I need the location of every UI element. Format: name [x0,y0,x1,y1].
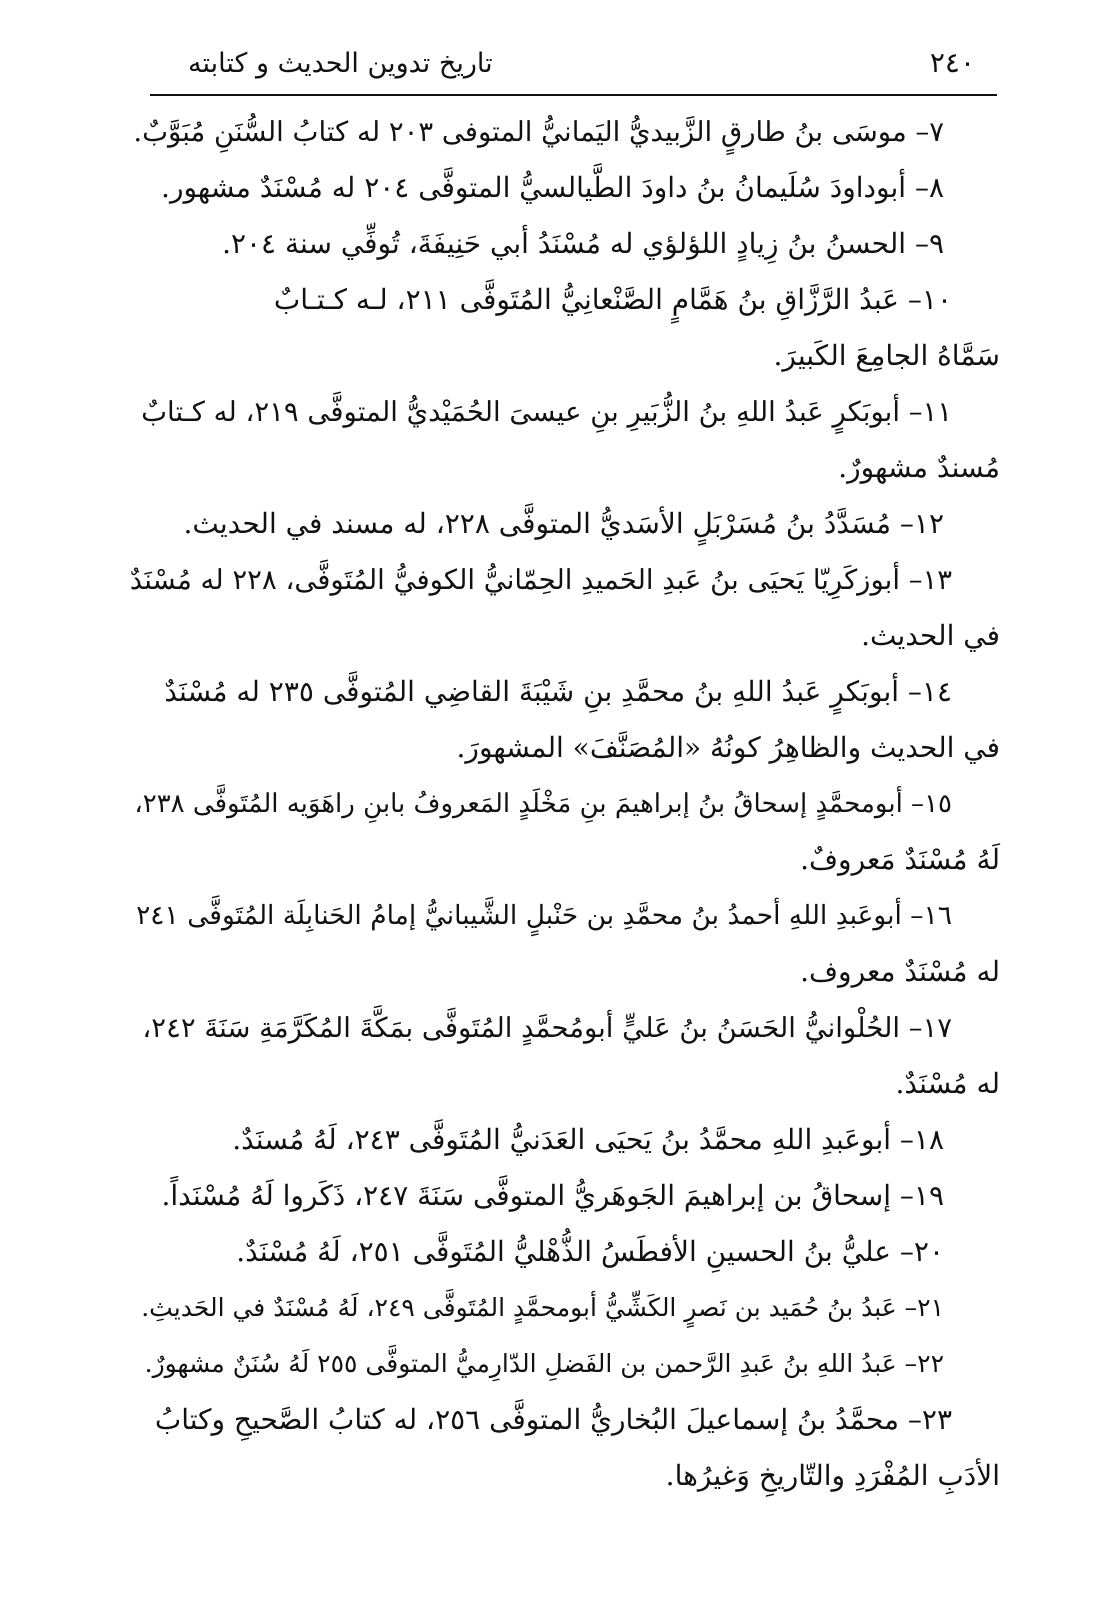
list-item [130,1392,1000,1504]
entry-continuation: له مُسْنَدٌ معروف. [800,955,1000,988]
list-item [130,384,1000,496]
list-item [130,160,1000,216]
entry-text: ١٣– أبوزكَرِيّا يَحيَى بنُ عَبدِ الحَميدِ الحِمّانيُّ الكوفيُّ المُتَوفَّى، ٢٢٨ له مُسْنَدٌ [129,564,952,596]
entry-continuation: لَهُ مُسْنَدٌ مَعروفٌ. [800,843,1000,876]
entry-text: ٢٠– عليُّ بنُ الحسينِ الأفطَسُ الذُّهْليُّ المُتَوفَّى ٢٥١، لَهُ مُسْنَدٌ. [236,1235,944,1268]
running-title: تاريخ تدوين الحديث و كتابته [188,48,493,79]
running-header [150,44,997,96]
entry-text: ١٦– أبوعَبدِ اللهِ أحمدُ بنُ محمَّدِ بن حَنْبلٍ الشَّيبانيُّ إمامُ الحَنابِلَة المُتَوفَّى ٢٤١ [136,900,952,931]
entry-text: ١٩– إسحاقُ بن إبراهيمَ الجَوهَريُّ المتوفَّى سَنَةَ ٢٤٧، ذَكَروا لَهُ مُسْنَداً. [161,1179,944,1212]
list-item [130,1280,1000,1336]
entry-continuation: الأدَبِ المُفْرَدِ والتّاريخِ وَغيرُها. [665,1459,1000,1492]
entry-text: ٢١– عَبدُ بنُ حُمَيد بن نَصرٍ الكَشِّيُّ أبومحمَّدٍ المُتَوفَّى ٢٤٩، لَهُ مُسْنَدٌ في الحَديثِ. [141,1293,944,1322]
entry-continuation: مُسندٌ مشهورٌ. [838,451,1000,484]
page-number: ٢٤٠ [929,46,975,79]
entry-text: ١٤– أبوبَكرٍ عَبدُ اللهِ بنُ محمَّدِ بنِ شَيْبَةَ القاضِي المُتوفَّى ٢٣٥ له مُسْنَدٌ [164,675,952,708]
list-item [130,272,1000,384]
list-item [130,664,1000,776]
entry-list [130,104,1000,1504]
entry-text: ١٢– مُسَدَّدُ بنُ مُسَرْبَلٍ الأسَديُّ المتوفَّى ٢٢٨، له مسند في الحديث. [183,507,944,540]
entry-text: ٧– موسَى بنُ طارقٍ الزَّبيديُّ اليَمانيُّ المتوفى ٢٠٣ له كتابُ السُّنَنِ مُبَوَّبٌ. [133,116,944,148]
entry-text: ١٠– عَبدُ الرَّزَّاقِ بنُ هَمَّامٍ الصَّنْعانِيُّ المُتَوفَّى ٢١١، لـه كـتـابٌ [273,283,952,316]
entry-continuation: له مُسْنَدٌ. [895,1067,1000,1100]
entry-text: ٢٢– عَبدُ اللهِ بنُ عَبدِ الرَّحمن بن الفَضلِ الدّارِميُّ المتوفَّى ٢٥٥ لَهُ سُنَنٌ مشهورٌ. [144,1349,944,1378]
list-item [130,888,1000,1000]
list-item [130,776,1000,888]
entry-text: ١١– أبوبَكرٍ عَبدُ اللهِ بنُ الزُّبَيرِ بنِ عيسىَ الحُمَيْديُّ المتوفَّى ٢١٩، له كـتابٌ [141,396,952,428]
entry-text: ١٧– الحُلْوانيُّ الحَسَنُ بنُ عَليٍّ أبومُحمَّدٍ المُتَوفَّى بمَكَّةَ المُكَرَّمَةِ سَنَةَ ٢٤٢، [142,1012,952,1044]
entry-text: ٩– الحسنُ بنُ زِيادٍ اللؤلؤي له مُسْنَدُ أبي حَنِيفَةَ، تُوفِّي سنة ٢٠٤. [222,227,944,260]
list-item [130,1336,1000,1392]
list-item [130,496,1000,552]
entry-continuation: في الحديث. [861,619,1000,652]
list-item [130,104,1000,160]
entry-continuation: في الحديث والظاهِرُ كونُهُ «المُصَنَّفَ» المشهورَ. [456,731,1000,764]
list-item [130,1168,1000,1224]
list-item [130,216,1000,272]
entry-continuation: سَمَّاهُ الجامِعَ الكَبيرَ. [773,339,1000,372]
list-item [130,552,1000,664]
entry-text: ٨– أبوداودَ سُلَيمانُ بنُ داودَ الطَّيالسيُّ المتوفَّى ٢٠٤ له مُسْنَدٌ مشهور. [161,171,944,204]
list-item [130,1112,1000,1168]
list-item [130,1224,1000,1280]
entry-text: ٢٣– محمَّدُ بنُ إسماعيلَ البُخاريُّ المتوفَّى ٢٥٦، له كتابُ الصَّحيحِ وكتابُ [154,1403,952,1436]
list-item [130,1000,1000,1112]
entry-text: ١٥– أبومحمَّدٍ إسحاقُ بنُ إبراهيمَ بنِ مَخْلَدٍ المَعروفُ بابنِ راهَوَيه المُتَوفَّى ٢٣٨، [134,789,952,819]
entry-text: ١٨– أبوعَبدِ اللهِ محمَّدُ بنُ يَحيَى العَدَنيُّ المُتَوفَّى ٢٤٣، لَهُ مُسنَدٌ. [232,1123,944,1156]
